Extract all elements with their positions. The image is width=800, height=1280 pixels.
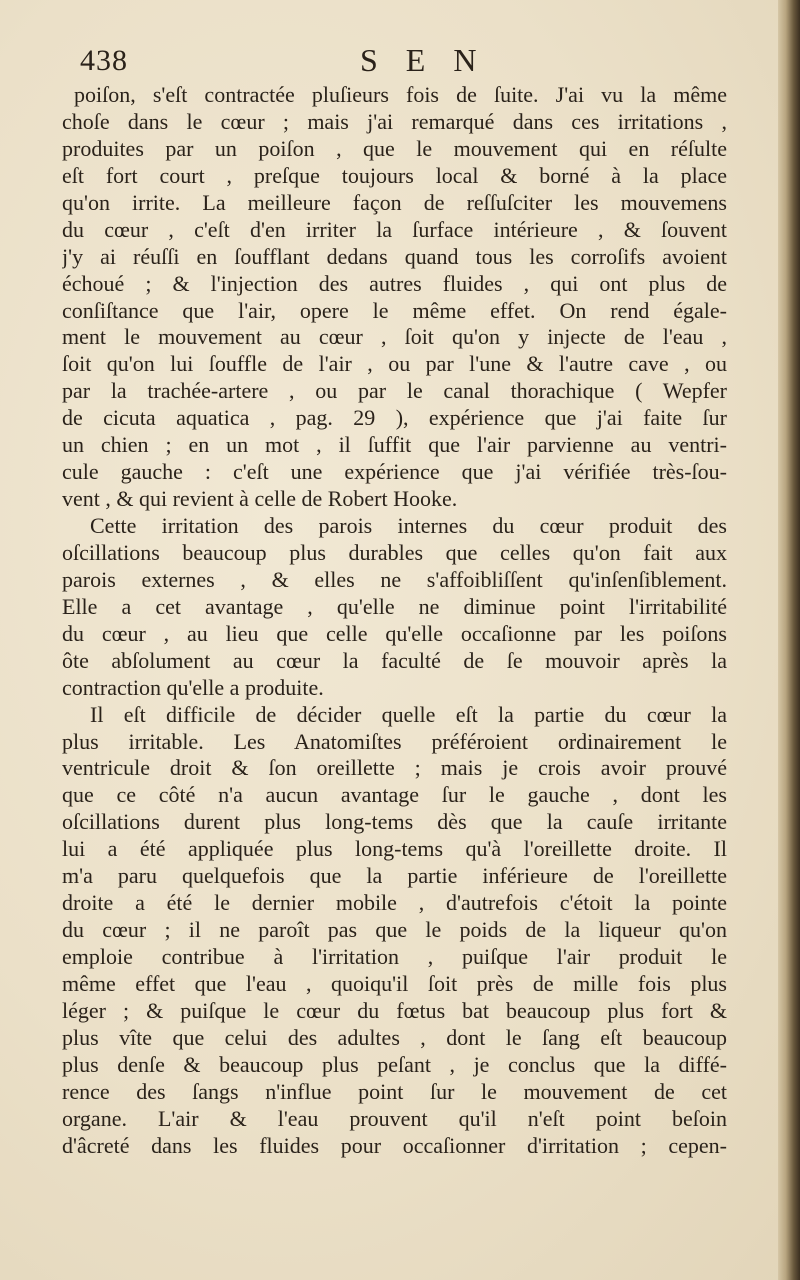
text-line: cule gauche : c'eſt une expérience que j'ai vérifiée très-ſou- [62,459,727,485]
text-line: m'a paru quelquefois que la partie inférieure de l'oreillette [62,863,727,889]
text-line: organe. L'air & l'eau prouvent qu'il n'eſt point beſoin [62,1105,727,1131]
text-line: du cœur ; il ne paroît pas que le poids de la liqueur qu'on [62,917,727,943]
page-number: 438 [80,44,128,77]
text-line: Il eſt difficile de décider quelle eſt la partie du cœur la [90,701,727,727]
text-line: même effet que l'eau , quoiqu'il ſoit près de mille fois plus [62,970,727,996]
text-line: j'y ai réuſſi en ſoufflant dedans quand tous les corroſifs avoient [62,243,727,269]
text-line: que ce côté n'a aucun avantage ſur le gauche , dont les [62,782,727,808]
text-line: oſcillations durent plus long-tems dès que la cauſe irritante [62,809,727,835]
text-line: lui a été appliquée plus long-tems qu'à l'oreillette droite. Il [62,836,727,862]
text-line: plus vîte que celui des adultes , dont le ſang eſt beaucoup [62,1024,727,1050]
text-line: plus irritable. Les Anatomiſtes préféroient ordinairement le [62,728,727,754]
text-line: droite a été le dernier mobile , d'autrefois c'étoit la pointe [62,890,727,916]
text-line: conſiſtance que l'air, opere le même effet. On rend égale- [62,297,727,323]
text-line: Cette irritation des parois internes du cœur produit des [90,513,727,538]
text-line: qu'on irrite. La meilleure façon de reſſuſciter les mouvemens [62,189,727,215]
text-line: par la trachée-artere , ou par le canal thorachique ( Wepfer [62,378,727,404]
text-line: un chien ; en un mot , il ſuffit que l'air parvienne au ventri- [62,432,727,458]
text-line: ôte abſolument au cœur la faculté de ſe mouvoir après la [62,647,727,673]
text-line: emploie contribue à l'irritation , puiſque l'air produit le [62,944,727,969]
text-line: contraction qu'elle a produite. [62,674,324,700]
text-line: oſcillations beaucoup plus durables que celles qu'on fait aux [62,539,727,565]
body-text [62,82,727,1160]
text-line: plus denſe & beaucoup plus peſant , je conclus que la diffé- [62,1051,727,1077]
text-line: de cicuta aquatica , pag. 29 ), expérience que j'ai faite ſur [62,405,727,431]
page-header [0,42,790,82]
book-spine-shadow [778,0,800,1280]
text-line: Elle a cet avantage , qu'elle ne diminue point l'irritabilité [62,593,727,619]
text-line: choſe dans le cœur ; mais j'ai remarqué dans ces irritations , [62,108,727,134]
text-line: ventricule droit & ſon oreillette ; mais je crois avoir prouvé [62,755,727,781]
text-line: parois externes , & elles ne s'affoibliſſent qu'inſenſiblement. [62,566,727,592]
text-line: ſoit qu'on lui ſouffle de l'air , ou par l'une & l'autre cave , ou [62,351,727,377]
text-line: échoué ; & l'injection des autres fluides , qui ont plus de [62,270,727,296]
text-line: du cœur , au lieu que celle qu'elle occaſionne par les poiſons [62,620,727,646]
text-line: produites par un poiſon , que le mouvement qui en réſulte [62,135,727,161]
text-line: du cœur , c'eſt d'en irriter la ſurface intérieure , & ſouvent [62,216,727,242]
text-line: ment le mouvement au cœur , ſoit qu'on y injecte de l'eau , [62,324,727,350]
running-head: S E N [360,42,487,78]
text-line: poiſon, s'eſt contractée pluſieurs fois de ſuite. J'ai vu la même [74,82,727,107]
text-line: d'âcreté dans les fluides pour occaſionner d'irritation ; cepen- [62,1132,727,1158]
text-line: léger ; & puiſque le cœur du fœtus bat beaucoup plus fort & [62,997,727,1023]
text-line: vent , & qui revient à celle de Robert Hooke. [62,486,458,512]
text-line: eſt fort court , preſque toujours local & borné à la place [62,162,727,188]
text-line: rence des ſangs n'influe point ſur le mouvement de cet [62,1078,727,1104]
